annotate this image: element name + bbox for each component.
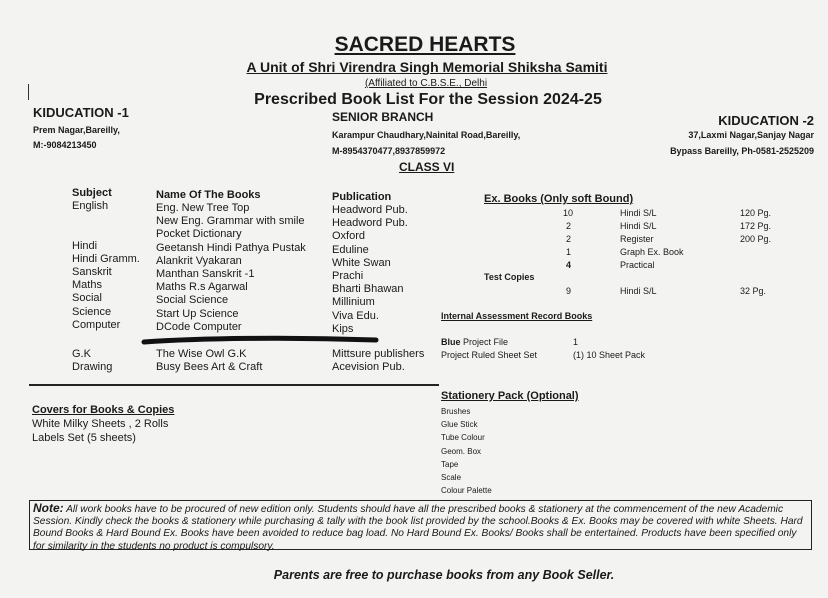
- list-item: Hindi: [72, 239, 98, 252]
- list-item: Alankrit Vyakaran: [156, 254, 242, 267]
- publication-column: [332, 204, 408, 336]
- list-item: Oxford: [332, 230, 366, 243]
- ruled-sheet-label: Project Ruled Sheet Set: [441, 350, 538, 360]
- note-box: [29, 500, 812, 550]
- list-item: Maths R.s Agarwal: [156, 281, 248, 294]
- branch-name: SENIOR BRANCH: [332, 110, 434, 124]
- list-item: Brushes: [441, 407, 471, 416]
- test-qty: 9: [566, 286, 572, 296]
- ex-qty: 2: [566, 221, 572, 231]
- footer-text: Parents are free to purchase books from any Book Seller.: [273, 568, 615, 582]
- list-item: Social: [72, 292, 102, 305]
- list-item: Eduline: [332, 243, 369, 256]
- left-branch-address: Prem Nagar,Bareilly,: [33, 125, 120, 135]
- left-branch-phone: M:-9084213450: [33, 140, 97, 150]
- school-name: SACRED HEARTS: [334, 33, 516, 56]
- ex-pages: 120 Pg.: [740, 208, 772, 218]
- internal-title: Internal Assessment Record Books: [441, 311, 593, 321]
- ex-type: Practical: [620, 260, 655, 270]
- page-title: Prescribed Book List For the Session 2024-25: [254, 91, 602, 108]
- list-item: Geom. Box: [441, 446, 482, 456]
- blue-project-file: [441, 337, 508, 348]
- extra-name-column: [156, 348, 262, 374]
- list-item: Busy Bees Art & Craft: [156, 361, 263, 374]
- test-pages: 32 Pg.: [740, 286, 767, 296]
- list-item: Mittsure publishers: [332, 348, 425, 360]
- blue-label: Blue: [441, 337, 461, 347]
- list-item: Geetansh Hindi Pathya Pustak: [156, 241, 306, 254]
- list-item: Prachi: [332, 270, 364, 283]
- list-item: Sanskrit: [72, 266, 112, 279]
- ex-type: Register: [620, 234, 654, 244]
- stationery-list: [441, 405, 492, 497]
- ex-type: Hindi S/L: [620, 208, 657, 218]
- list-item: Scale: [441, 473, 462, 483]
- ex-type: Hindi S/L: [620, 221, 657, 231]
- blue-qty: 1: [573, 337, 579, 347]
- list-item: Start Up Science: [156, 307, 239, 320]
- right-branch-name: KIDUCATION -2: [718, 113, 814, 128]
- list-item: [72, 213, 140, 226]
- ex-pages: 200 Pg.: [740, 234, 772, 244]
- covers-title: Covers for Books & Copies: [32, 404, 175, 416]
- affiliation: (Affiliated to C.B.S.E., Delhi: [364, 78, 488, 89]
- margin-mark: [28, 84, 29, 100]
- ex-type: Graph Ex. Book: [620, 247, 684, 257]
- right-branch-address: 37,Laxmi Nagar,Sanjay Nagar: [688, 130, 814, 140]
- right-branch-phone: Bypass Bareilly, Ph-0581-2525209: [670, 146, 814, 156]
- list-item: Drawing: [72, 361, 113, 374]
- list-item: Manthan Sanskrit -1: [156, 268, 255, 281]
- project-file-label: Project File: [460, 337, 509, 347]
- class-title: CLASS VI: [399, 160, 455, 174]
- list-item: Acevision Pub.: [332, 361, 405, 374]
- book-name-header: Name Of The Books: [156, 189, 261, 201]
- list-item: Headword Pub.: [332, 204, 408, 216]
- marker-line: [140, 333, 380, 349]
- list-item: Science: [72, 305, 112, 318]
- left-branch-name: KIDUCATION -1: [33, 105, 129, 120]
- ex-qty: 1: [566, 247, 572, 257]
- ex-qty: 4: [566, 260, 572, 270]
- list-item: Pocket Dictionary: [156, 228, 242, 241]
- list-item: G.K: [72, 348, 91, 360]
- book-name-column: [156, 202, 306, 334]
- list-item: White Swan: [332, 256, 391, 269]
- extra-publication-column: [332, 348, 424, 374]
- ruled-sheet-qty: (1) 10 Sheet Pack: [573, 350, 646, 360]
- list-item: Social Science: [156, 294, 229, 307]
- subject-column: [72, 200, 140, 332]
- list-item: English: [72, 200, 109, 212]
- list-item: Tube Colour: [441, 433, 485, 443]
- list-item: Headword Pub.: [332, 217, 408, 230]
- ex-books-title: Ex. Books (Only soft Bound): [484, 193, 634, 205]
- test-type: Hindi S/L: [620, 286, 657, 296]
- list-item: Computer: [72, 318, 121, 331]
- ex-qty: 10: [563, 208, 574, 218]
- test-copies-label: Test Copies: [484, 272, 535, 282]
- stationery-title: Stationery Pack (Optional): [441, 390, 579, 402]
- list-item: The Wise Owl G.K: [156, 348, 247, 360]
- note-label: Note:: [33, 501, 64, 515]
- unit-line: A Unit of Shri Virendra Singh Memorial Shiksha Samiti: [246, 59, 608, 75]
- branch-mobile: M-8954370477,8937859972: [332, 146, 446, 156]
- ex-pages: 172 Pg.: [740, 221, 772, 231]
- list-item: Hindi Gramm.: [72, 252, 140, 265]
- covers-line2: Labels Set (5 sheets): [32, 432, 136, 444]
- list-item: Eng. New Tree Top: [156, 202, 250, 214]
- list-item: Colour Palette: [441, 486, 492, 496]
- list-item: Viva Edu.: [332, 309, 379, 322]
- publication-header: Publication: [332, 191, 392, 203]
- list-item: [72, 226, 140, 239]
- list-item: Tape: [441, 459, 459, 469]
- note-text: All work books have to be procured of new edition only. Students should have all the prescribed books & stationery at the commencement of the new Academic Session. Kindly check the books & stationery while purchasing & tally with the book list provided by the school.Books & Ex. Books may be covered with white Sheets. Hard Bound Books & Hard Bound Ex. Books have been avoided to reduce bag load. No Hard Bound Ex. Books/ Books shall be entertained. Products have been specified only for similarity in the students no product is compulsory.: [33, 504, 803, 552]
- list-item: Millinium: [332, 296, 375, 309]
- list-item: Maths: [72, 279, 102, 292]
- list-item: Glue Stick: [441, 420, 478, 430]
- branch-address: Karampur Chaudhary,Nainital Road,Bareilly,: [332, 130, 521, 140]
- subject-header: Subject: [72, 187, 112, 199]
- ex-qty: 2: [566, 234, 572, 244]
- list-item: DCode Computer: [156, 320, 242, 333]
- list-item: Bharti Bhawan: [332, 283, 404, 296]
- covers-line1: White Milky Sheets , 2 Rolls: [32, 418, 169, 430]
- list-item: New Eng. Grammar with smile: [156, 215, 305, 228]
- list-item: Kips: [332, 322, 354, 335]
- divider: [29, 384, 439, 386]
- extra-subject-column: [72, 348, 112, 374]
